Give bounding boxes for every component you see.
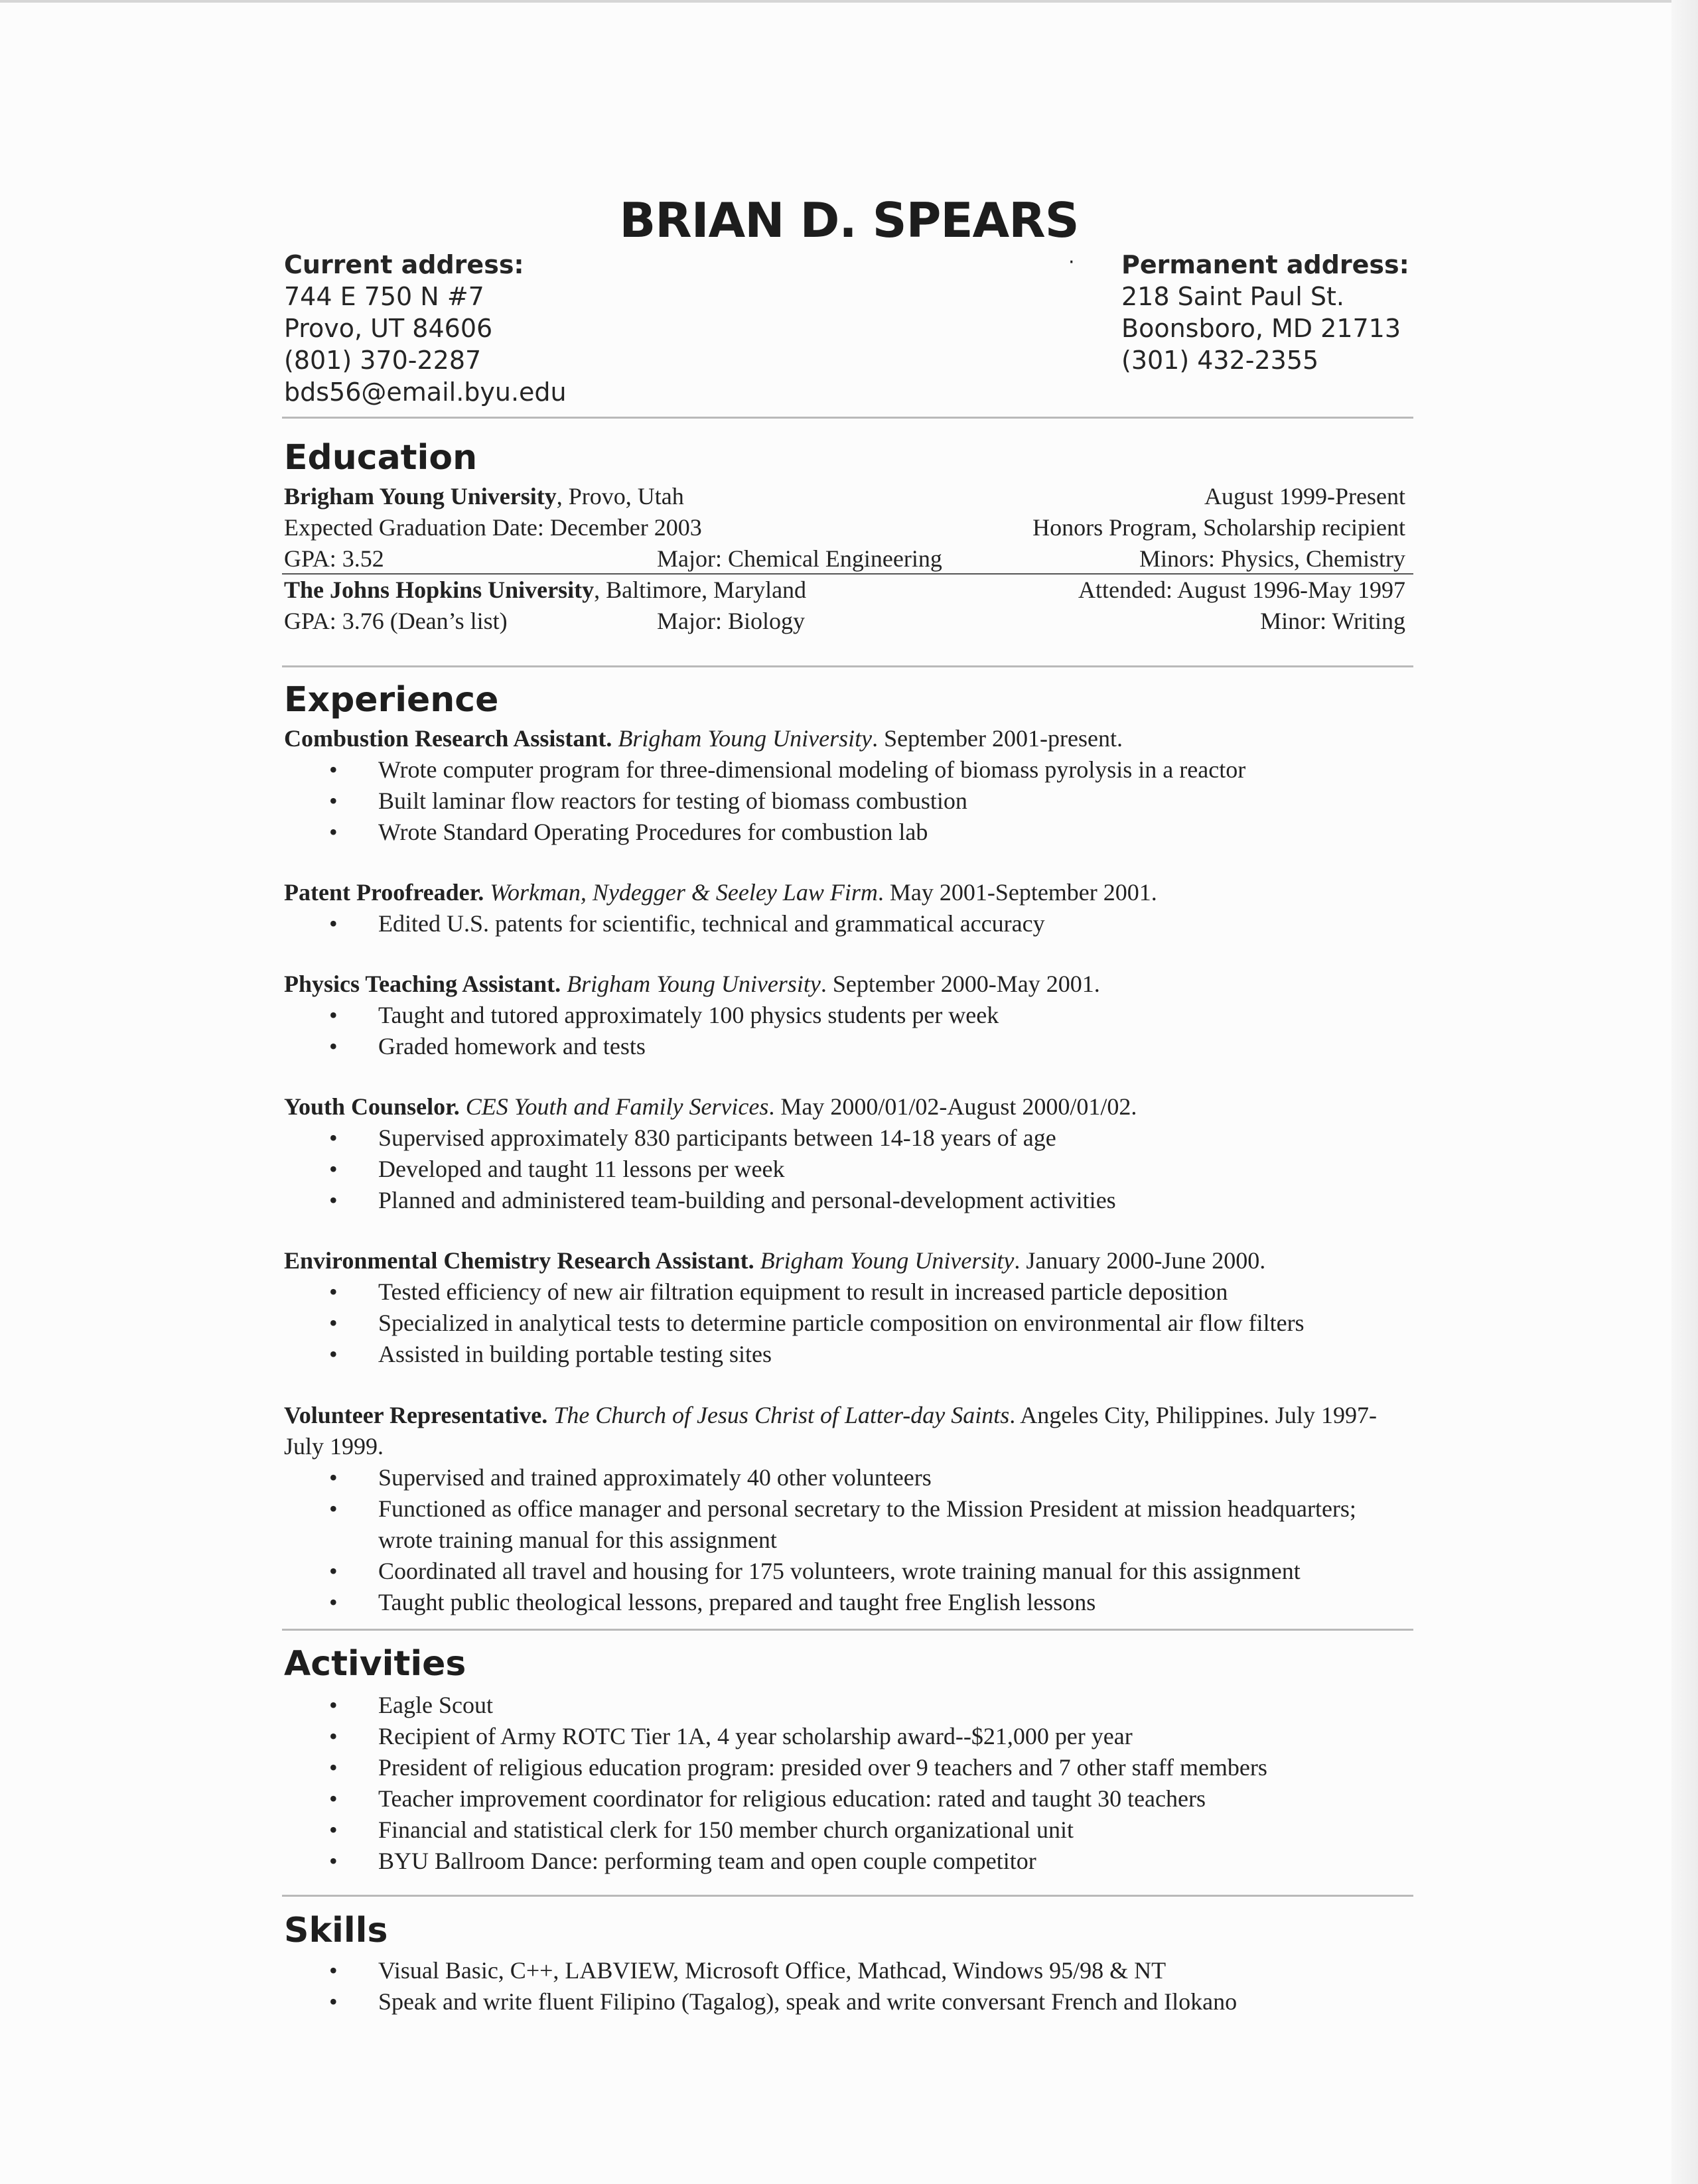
activity-item: • Financial and statistical clerk for 150 member church organizational unit [284, 1814, 1412, 1846]
scan-top-edge [0, 0, 1672, 3]
activities-heading: Activities [284, 1644, 466, 1684]
job-dates: . Angeles City, Philippines. July 1997-July 1999. [284, 1402, 1377, 1460]
current-address-line: 744 E 750 N #7 [284, 282, 484, 311]
section-divider [282, 1895, 1413, 1897]
activities-list [284, 1690, 1412, 1877]
current-address-block [284, 249, 567, 408]
major: Major: Chemical Engineering [657, 545, 942, 572]
job-title-line [284, 723, 1412, 754]
experience-heading: Experience [284, 680, 499, 720]
job-bullet: • Developed and taught 11 lessons per week [284, 1154, 1412, 1185]
education-row [284, 575, 1405, 606]
section-divider [282, 417, 1413, 419]
education-heading: Education [284, 438, 478, 478]
attendance-dates: August 1999-Present [1204, 483, 1405, 510]
permanent-address-heading: Permanent address: [1121, 250, 1409, 279]
school-name: The Johns Hopkins University [284, 577, 595, 603]
education-row [284, 606, 1405, 637]
job-bullet: • Supervised and trained approximately 40 other volunteers [284, 1462, 1412, 1493]
current-phone: (801) 370-2287 [284, 346, 482, 375]
job-bullet: • Functioned as office manager and personal secretary to the Mission President at mission headquarters; wrote training manual for this assignment [284, 1493, 1412, 1556]
education-row [284, 543, 1405, 575]
job-bullet: • Edited U.S. patents for scientific, technical and grammatical accuracy [284, 908, 1412, 939]
activity-item: • BYU Ballroom Dance: performing team and open couple competitor [284, 1846, 1412, 1877]
job-title-line [284, 877, 1412, 908]
permanent-address-line: 218 Saint Paul St. [1121, 282, 1344, 311]
school-name: Brigham Young University [284, 483, 557, 510]
school-location: , Baltimore, Maryland [594, 577, 807, 603]
job-bullet: • Built laminar flow reactors for testing of biomass combustion [284, 785, 1412, 817]
education-block [284, 481, 1405, 637]
job-entry [284, 969, 1412, 1062]
job-organization: The Church of Jesus Christ of Latter-day Saints [553, 1402, 1010, 1428]
job-organization: Brigham Young University [567, 971, 821, 997]
education-row [284, 481, 1405, 512]
job-bullet: • Taught public theological lessons, prepared and taught free English lessons [284, 1587, 1412, 1618]
gpa: GPA: 3.52 [284, 545, 384, 572]
education-divider [282, 573, 1413, 575]
education-row [284, 512, 1405, 543]
permanent-phone: (301) 432-2355 [1121, 346, 1319, 375]
skills-heading: Skills [284, 1911, 388, 1950]
job-title-line [284, 969, 1412, 1000]
job-dates: . September 2001-present. [872, 725, 1123, 752]
job-role: Patent Proofreader. [284, 879, 484, 906]
activity-item: • Recipient of Army ROTC Tier 1A, 4 year scholarship award--$21,000 per year [284, 1721, 1412, 1752]
activity-item: • Teacher improvement coordinator for religious education: rated and taught 30 teachers [284, 1783, 1412, 1814]
attendance-dates: Attended: August 1996-May 1997 [1078, 577, 1405, 603]
job-organization: Brigham Young University [760, 1247, 1015, 1274]
minor: Minor: Writing [1260, 608, 1405, 634]
job-bullet: • Planned and administered team-building and personal-development activities [284, 1185, 1412, 1216]
honors: Honors Program, Scholarship recipient [1032, 514, 1405, 541]
section-divider [282, 665, 1413, 667]
school-location: , Provo, Utah [556, 483, 684, 510]
job-entry [284, 1245, 1412, 1370]
job-bullet: • Wrote Standard Operating Procedures for combustion lab [284, 817, 1412, 848]
job-title-line [284, 1091, 1412, 1123]
job-bullet: • Tested efficiency of new air filtration equipment to result in increased particle deposition [284, 1276, 1412, 1308]
activity-item: • President of religious education program: presided over 9 teachers and 7 other staff members [284, 1752, 1412, 1783]
stray-dot: · [1068, 251, 1075, 274]
job-role: Physics Teaching Assistant. [284, 971, 561, 997]
job-title-line [284, 1400, 1412, 1462]
job-role: Environmental Chemistry Research Assistant. [284, 1247, 754, 1274]
job-entry [284, 723, 1412, 848]
job-role: Youth Counselor. [284, 1093, 460, 1120]
permanent-address-block [1121, 249, 1409, 376]
job-dates: . May 2001-September 2001. [877, 879, 1157, 906]
skills-list [284, 1955, 1412, 2017]
section-divider [282, 1629, 1413, 1631]
job-bullet: • Coordinated all travel and housing for 175 volunteers, wrote training manual for this assignment [284, 1556, 1412, 1587]
current-address-line: Provo, UT 84606 [284, 314, 493, 343]
job-entry [284, 1400, 1412, 1618]
email-address: bds56@email.byu.edu [284, 377, 567, 407]
gpa: GPA: 3.76 (Dean’s list) [284, 608, 508, 634]
scan-right-edge [1671, 0, 1698, 2184]
job-title-line [284, 1245, 1412, 1276]
minors: Minors: Physics, Chemistry [1139, 545, 1405, 572]
current-address-heading: Current address: [284, 250, 524, 279]
job-role: Volunteer Representative. [284, 1402, 548, 1428]
job-entry [284, 1091, 1412, 1216]
job-bullet: • Assisted in building portable testing sites [284, 1339, 1412, 1370]
job-bullet: • Supervised approximately 830 participants between 14-18 years of age [284, 1123, 1412, 1154]
job-role: Combustion Research Assistant. [284, 725, 612, 752]
skill-item: • Speak and write fluent Filipino (Tagalog), speak and write conversant French and Ilokano [284, 1986, 1412, 2017]
job-organization: Brigham Young University [618, 725, 873, 752]
job-entry [284, 877, 1412, 939]
job-bullet: • Wrote computer program for three-dimensional modeling of biomass pyrolysis in a reactor [284, 754, 1412, 785]
job-bullet: • Graded homework and tests [284, 1031, 1412, 1062]
job-bullet: • Taught and tutored approximately 100 physics students per week [284, 1000, 1412, 1031]
job-organization: Workman, Nydegger & Seeley Law Firm [490, 879, 878, 906]
major: Major: Biology [657, 608, 805, 634]
job-dates: . May 2000/01/02-August 2000/01/02. [768, 1093, 1137, 1120]
job-dates: . September 2000-May 2001. [820, 971, 1100, 997]
job-organization: CES Youth and Family Services [465, 1093, 769, 1120]
permanent-address-line: Boonsboro, MD 21713 [1121, 314, 1401, 343]
candidate-name: BRIAN D. SPEARS [619, 192, 1079, 248]
skill-item: • Visual Basic, C++, LABVIEW, Microsoft Office, Mathcad, Windows 95/98 & NT [284, 1955, 1412, 1986]
activity-item: • Eagle Scout [284, 1690, 1412, 1721]
job-dates: . January 2000-June 2000. [1014, 1247, 1266, 1274]
job-bullet: • Specialized in analytical tests to determine particle composition on environmental air flow filters [284, 1308, 1412, 1339]
graduation-date: Expected Graduation Date: December 2003 [284, 514, 702, 541]
